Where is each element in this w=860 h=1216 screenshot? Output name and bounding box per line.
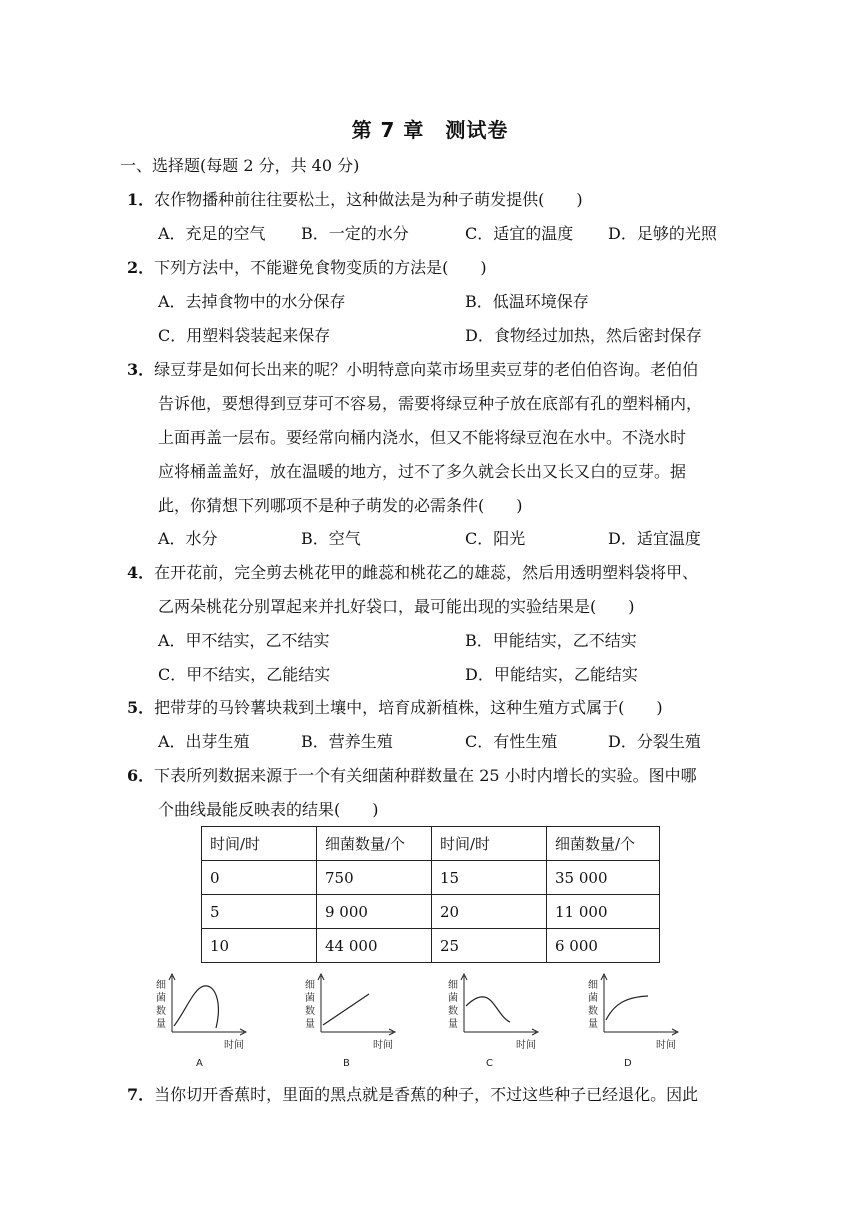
question-number: 6． [127, 766, 155, 785]
question-number: 4． [127, 563, 155, 582]
question-text: 上面再盖一层布。要经常向桶内浇水，但又不能将绿豆泡在水中。不浇水时 [158, 428, 687, 447]
option-d[interactable]: D．食物经过加热，然后密封保存 [465, 326, 702, 345]
graph-b[interactable] [301, 970, 421, 1070]
graph-ylabel-char: 细 [156, 980, 166, 991]
question-text: 告诉他，要想得到豆芽可不容易，需要将绿豆种子放在底部有孔的塑料桶内， [158, 394, 703, 413]
table-cell: 6 000 [547, 929, 660, 963]
graph-ylabel-char: 数 [588, 1006, 598, 1017]
graph-ylabel-char: 菌 [588, 993, 598, 1004]
table-header-cell: 时间/时 [202, 827, 317, 861]
table-header-row [202, 827, 660, 861]
option-a[interactable]: A．甲不结实，乙不结实 [158, 631, 330, 650]
table-cell: 11 000 [547, 895, 660, 929]
question-number: 1． [127, 190, 155, 209]
option-d[interactable]: D．甲能结实，乙能结实 [465, 665, 638, 684]
graph-ylabel-char: 数 [448, 1006, 458, 1017]
graph-label: B [343, 1058, 350, 1069]
option-d[interactable]: D．足够的光照 [608, 224, 717, 243]
graph-label: A [196, 1058, 203, 1069]
graph-xlabel: 时间 [373, 1040, 393, 1051]
graph-label: D [624, 1058, 632, 1069]
graph-b-line [323, 994, 369, 1025]
option-c[interactable]: C．有性生殖 [465, 732, 558, 751]
table-cell: 25 [432, 929, 547, 963]
question-text: 下列方法中，不能避免食物变质的方法是( ) [154, 258, 487, 277]
option-a[interactable]: A．充足的空气 [158, 224, 266, 243]
graph-c[interactable] [444, 970, 564, 1070]
graph-ylabel-char: 量 [588, 1019, 598, 1030]
table-cell: 20 [432, 895, 547, 929]
option-a[interactable]: A．去掉食物中的水分保存 [158, 292, 346, 311]
option-c[interactable]: C．用塑料袋装起来保存 [158, 326, 331, 345]
graph-label: C [486, 1058, 493, 1069]
question-text: 农作物播种前往往要松土，这种做法是为种子萌发提供( ) [154, 190, 583, 209]
graph-xlabel: 时间 [516, 1040, 536, 1051]
graph-ylabel-char: 细 [448, 980, 458, 991]
option-b[interactable]: B．甲能结实，乙不结实 [465, 631, 637, 650]
graph-a[interactable] [152, 970, 272, 1070]
table-header-cell: 时间/时 [432, 827, 547, 861]
option-d[interactable]: D．适宜温度 [608, 529, 701, 548]
bacteria-data-table [201, 826, 660, 963]
graph-d[interactable] [584, 970, 704, 1070]
question-number: 2． [127, 258, 155, 277]
option-c[interactable]: C．甲不结实，乙能结实 [158, 665, 331, 684]
table-cell: 44 000 [317, 929, 432, 963]
question-text: 个曲线最能反映表的结果( ) [158, 800, 379, 819]
table-header-cell: 细菌数量/个 [317, 827, 432, 861]
option-b[interactable]: B．低温环境保存 [465, 292, 589, 311]
table-row [202, 861, 660, 895]
question-text: 把带芽的马铃薯块栽到土壤中，培育成新植株，这种生殖方式属于( ) [154, 698, 663, 717]
graph-c-curve [466, 997, 510, 1022]
graph-ylabel-char: 量 [156, 1019, 166, 1030]
table-header-cell: 细菌数量/个 [547, 827, 660, 861]
table-cell: 0 [202, 861, 317, 895]
option-c[interactable]: C．适宜的温度 [465, 224, 574, 243]
table-row [202, 895, 660, 929]
question-text: 乙两朵桃花分别罩起来并扎好袋口，最可能出现的实验结果是( ) [158, 597, 635, 616]
section-heading: 一、选择题(每题 2 分，共 40 分) [120, 156, 360, 175]
question-text: 在开花前，完全剪去桃花甲的雌蕊和桃花乙的雄蕊，然后用透明塑料袋将甲、 [154, 563, 699, 582]
question-number: 5． [127, 698, 155, 717]
page-title: 第 7 章 测试卷 [351, 118, 509, 142]
question-number: 3． [127, 360, 155, 379]
graph-ylabel-char: 菌 [448, 993, 458, 1004]
graph-ylabel-char: 细 [588, 980, 598, 991]
question-text: 当你切开香蕉时，里面的黑点就是香蕉的种子，不过这些种子已经退化。因此 [154, 1085, 699, 1104]
graph-ylabel-char: 数 [156, 1006, 166, 1017]
table-row [202, 929, 660, 963]
option-b[interactable]: B．营养生殖 [301, 732, 393, 751]
question-text: 此，你猜想下列哪项不是种子萌发的必需条件( ) [158, 496, 523, 515]
table-cell: 10 [202, 929, 317, 963]
question-text: 下表所列数据来源于一个有关细菌种群数量在 25 小时内增长的实验。图中哪 [154, 766, 697, 785]
table-cell: 750 [317, 861, 432, 895]
table-cell: 9 000 [317, 895, 432, 929]
question-text: 应将桶盖盖好，放在温暖的地方，过不了多久就会长出又长又白的豆芽。据 [158, 462, 687, 481]
option-c[interactable]: C．阳光 [465, 529, 526, 548]
option-a[interactable]: A．出芽生殖 [158, 732, 250, 751]
option-d[interactable]: D．分裂生殖 [608, 732, 701, 751]
table-cell: 15 [432, 861, 547, 895]
question-text: 绿豆芽是如何长出来的呢？小明特意向菜市场里卖豆芽的老伯伯咨询。老伯伯 [154, 360, 699, 379]
graph-ylabel-char: 菌 [156, 993, 166, 1004]
option-b[interactable]: B．一定的水分 [301, 224, 409, 243]
option-a[interactable]: A．水分 [158, 529, 218, 548]
question-number: 7． [127, 1085, 155, 1104]
graph-xlabel: 时间 [656, 1040, 676, 1051]
graph-xlabel: 时间 [224, 1040, 244, 1051]
option-b[interactable]: B．空气 [301, 529, 361, 548]
graph-ylabel-char: 细 [305, 980, 315, 991]
table-cell: 5 [202, 895, 317, 929]
graph-ylabel-char: 量 [448, 1019, 458, 1030]
graph-a-curve [174, 986, 218, 1028]
graph-ylabel-char: 数 [305, 1006, 315, 1017]
graph-ylabel-char: 量 [305, 1019, 315, 1030]
table-cell: 35 000 [547, 861, 660, 895]
graph-ylabel-char: 菌 [305, 993, 315, 1004]
graph-d-curve [606, 996, 648, 1020]
